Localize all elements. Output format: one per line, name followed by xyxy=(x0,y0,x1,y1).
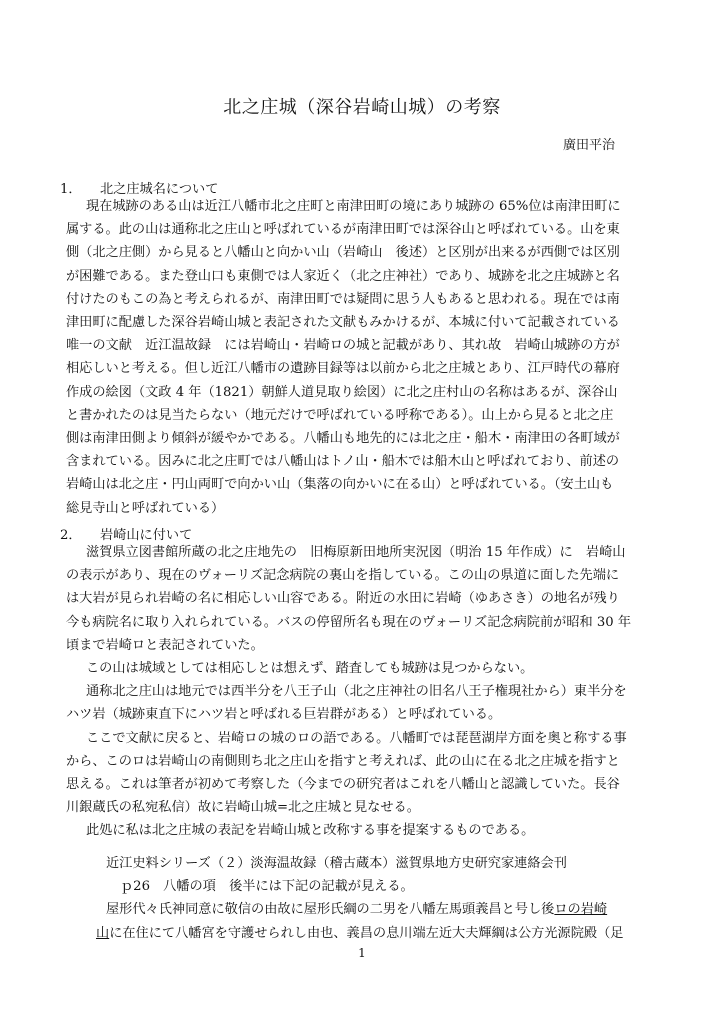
text-line: 付けたのもこの為と考えられるが、南津田町では疑問に思う人もあると思われる。現在では南 xyxy=(66,291,620,307)
citation-block xyxy=(66,852,680,945)
text-line: 属する。此の山は通称北之庄山と呼ばれているが南津田町では深谷山と呼ばれている。山を東 xyxy=(66,222,620,238)
text-line: 唯一の文献 近江温故録 には岩崎山・岩崎ロの城と記載があり、其れ故 岩崎山城跡の方が xyxy=(66,338,620,354)
quote-underlined-text: 山 xyxy=(96,925,110,941)
text-line: 此処に私は北之庄城の表記を岩崎山城と改称する事を提案するものである。 xyxy=(86,823,535,839)
text-line: ハツ岩（城跡東直下にハツ岩と呼ばれる巨岩群がある）と呼ばれている。 xyxy=(66,707,502,723)
text-line: 滋賀県立図書館所蔵の北之庄地先の 旧梅原新田地所実況図（明治 15 年作成）に 岩崎山 xyxy=(86,545,626,560)
quote-underlined-text: ロの岩崎 xyxy=(554,902,608,918)
text-line: と書かれたのは見当たらない（地元だけで呼ばれている呼称である）。山上から見ると北之庄 xyxy=(66,407,614,423)
citation-quote-line xyxy=(66,898,680,921)
text-line: が困難である。また登山口も東側では人家近く（北之庄神社）であり、城跡を北之庄城跡と名 xyxy=(66,268,620,284)
text-line: 岩崎山は北之庄・円山両町で向かい山（集落の向かいに在る山）と呼ばれている。（安土山も xyxy=(66,477,614,493)
text-line: の表示があり、現在のヴォーリズ記念病院の裏山を指している。この山の県道に面した先端に xyxy=(66,568,620,584)
section-1-number: 1． xyxy=(60,182,82,197)
citation-quote-line xyxy=(66,922,680,945)
text-line: は大岩が見られ岩崎の名に相応しい山容である。附近の水田に岩崎（ゆあさき）の地名が残り xyxy=(66,591,620,607)
text-line: 総見寺山と呼ばれている） xyxy=(66,500,225,516)
text-line: 相応しいと考える。但し近江八幡市の遺跡目録等は以前から北之庄城とあり、江戸時代の幕府 xyxy=(66,361,620,377)
page-number: 1 xyxy=(358,946,366,960)
citation-source: 近江史料シリーズ（２）淡海温故録（稽古蔵本）滋賀県地方史研究家連絡会刊 xyxy=(106,856,567,871)
text-line: から、このロは岩崎山の南側則ち北之庄山を指すと考えれば、此の山に在る北之庄城を指すと xyxy=(66,753,620,769)
text-line: 思える。これは筆者が初めて考察した（今までの研究者はこれを八幡山と認識していた。長谷 xyxy=(66,777,620,793)
author-name: 廣田平治 xyxy=(562,138,615,153)
section-2-body xyxy=(66,541,680,843)
text-line: 作成の絵図（文政 4 年（1821）朝鮮人道見取り絵図）に北之庄村山の名称はあるが、深谷山 xyxy=(66,384,618,400)
quote-text: に在住にて八幡宮を守護せられし由也、義昌の息川端左近大夫輝綱は公方光源院殿（足 xyxy=(109,925,624,941)
text-line: 側は南津田側より傾斜が緩やかである。八幡山も地先的には北之庄・船木・南津田の各町域が xyxy=(66,431,620,447)
text-line: 頃まで岩崎ロと表記されていた。 xyxy=(66,637,264,653)
quote-text: 屋形代々氏神同意に敬信の由故に屋形氏綱の二男を八幡左馬頭義昌と号し後 xyxy=(106,902,555,918)
text-line: 今も病院名に取り入れられている。バスの停留所名も現在のヴォーリズ記念病院前が昭和 30 年 xyxy=(66,614,632,630)
section-2-number: 2． xyxy=(60,528,82,543)
text-line: 現在城跡のある山は近江八幡市北之庄町と南津田町の境にあり城跡の 65%位は南津田町に xyxy=(86,199,621,214)
text-line: 川銀蔵氏の私宛私信）故に岩崎山城=北之庄城と見なせる。 xyxy=(66,800,420,816)
text-line: 通称北之庄山は地元では西半分を八王子山（北之庄神社の旧名八王子権現社から）東半分を xyxy=(86,684,627,700)
text-line: この山は城域としては相応しとは想えず、踏査しても城跡は見つからない。 xyxy=(86,661,534,677)
document-title: 北之庄城（深谷岩崎山城）の考察 xyxy=(223,97,501,118)
text-line: 津田町に配慮した深谷岩崎山城と表記された文献もみかけるが、本城に付いて記載されている xyxy=(66,315,620,331)
section-1-body xyxy=(66,195,680,520)
section-1-title: 北之庄城名について xyxy=(100,182,219,197)
text-line: 含まれている。因みに北之庄町では八幡山はトノ山・船木では船木山と呼ばれており、前述の xyxy=(66,454,620,470)
text-line: 側（北之庄側）から見ると八幡山と向かい山（岩崎山 後述）と区別が出来るが西側では区別 xyxy=(66,245,620,261)
citation-page-ref: ｐ26 八幡の項 後半には下記の記載が見える。 xyxy=(120,879,414,895)
text-line: ここで文献に戻ると、岩崎ロの城のロの語である。八幡町では琵琶湖岸方面を奥と称する事 xyxy=(86,730,627,746)
section-2-title: 岩崎山に付いて xyxy=(100,528,193,543)
